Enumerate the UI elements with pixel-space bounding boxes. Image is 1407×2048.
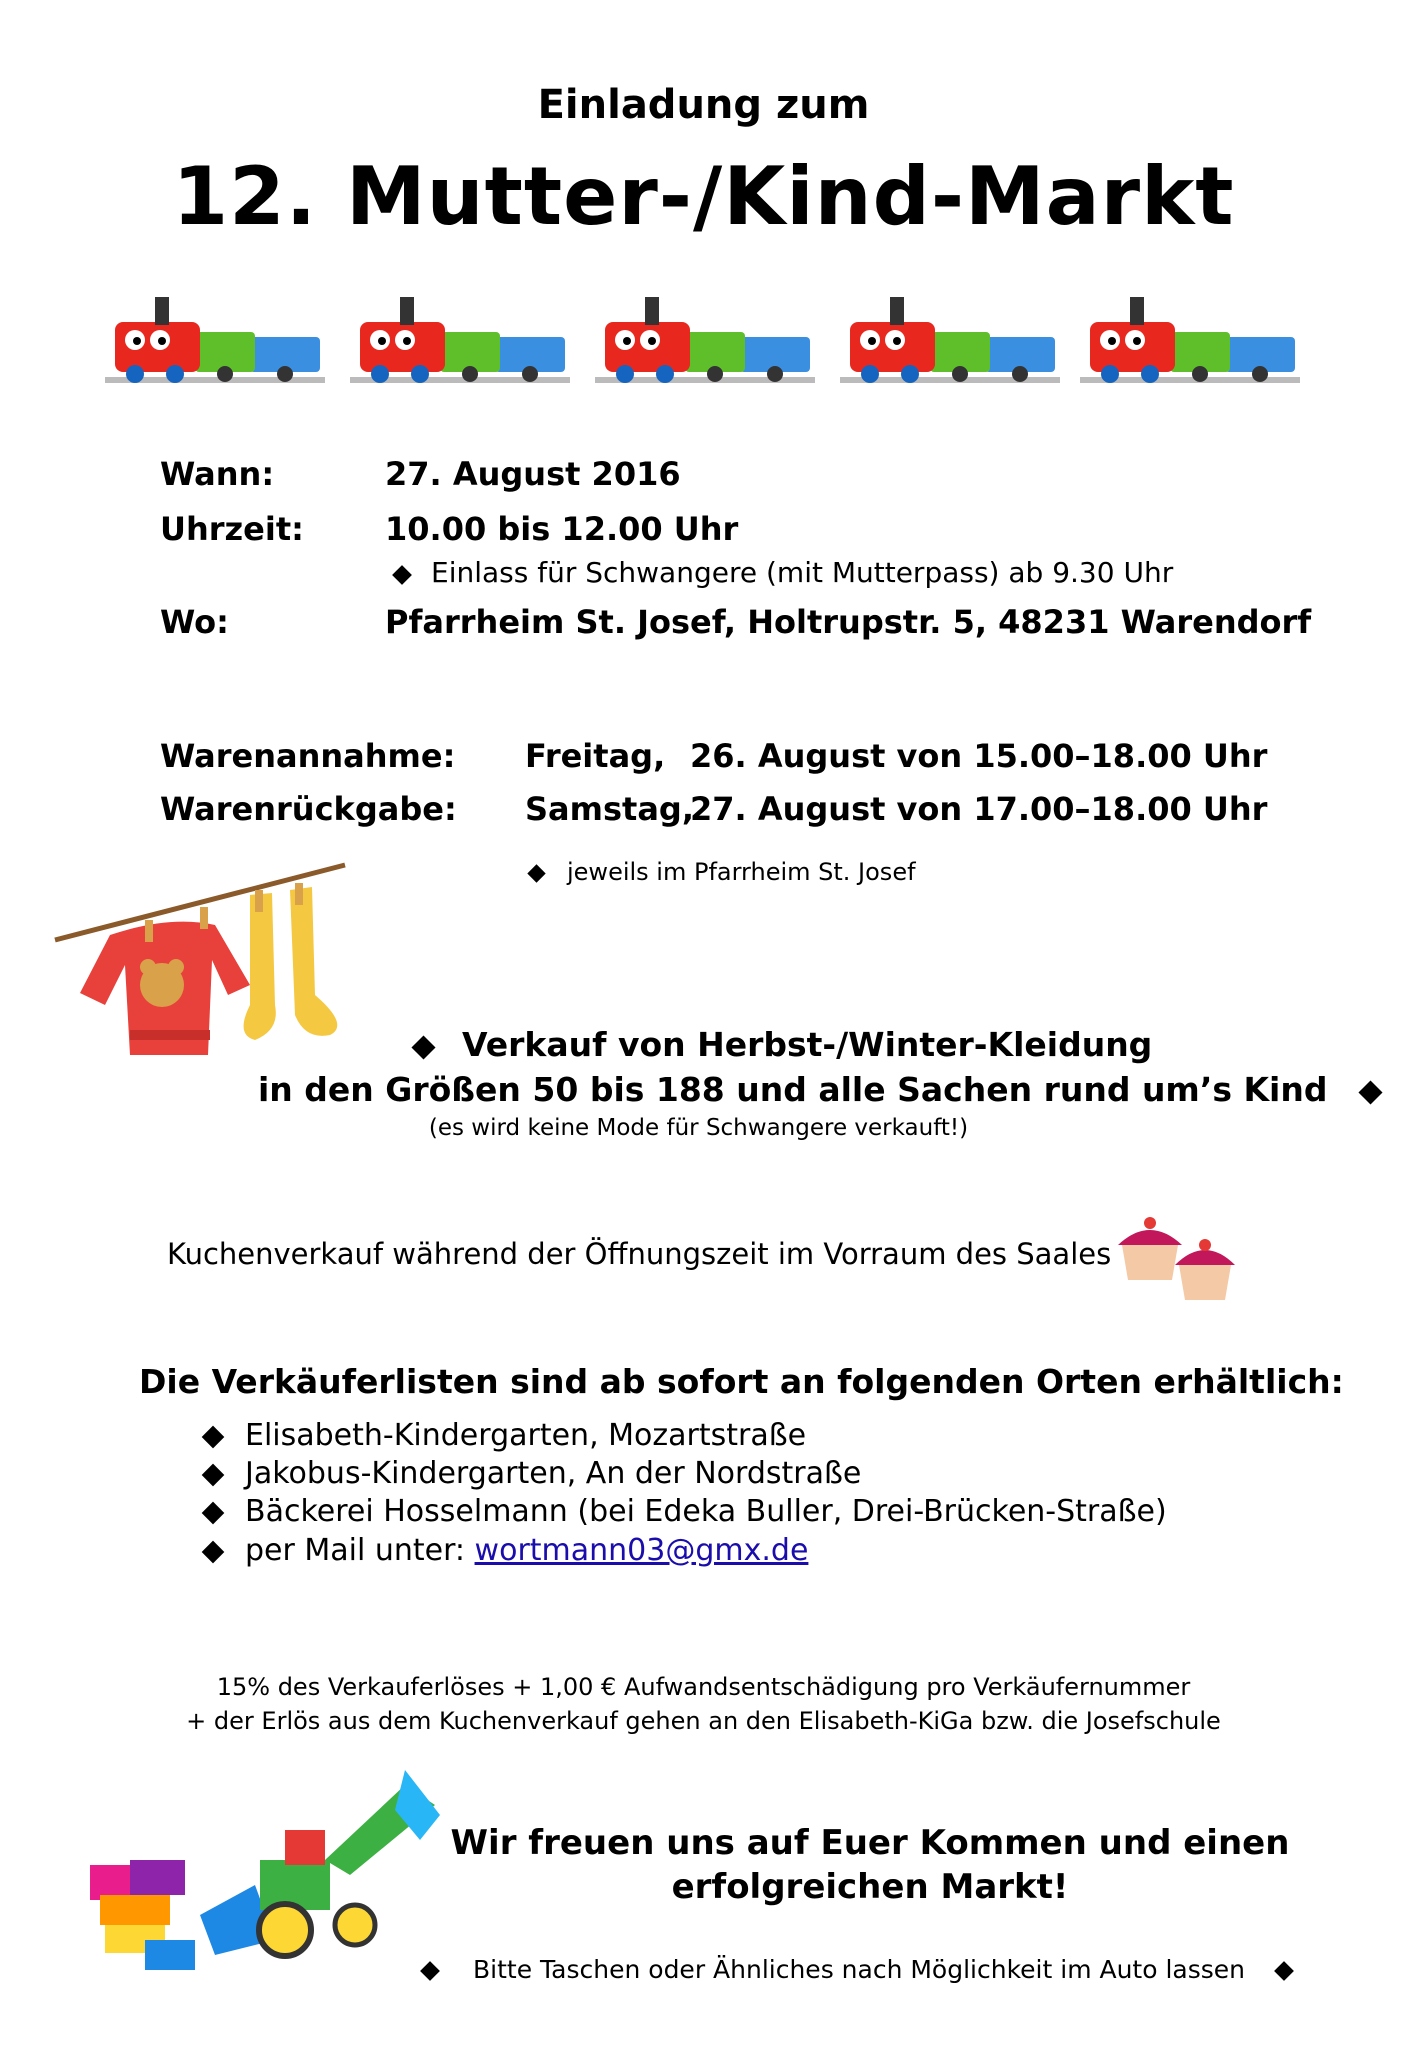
subtitle: Einladung zum (537, 82, 870, 128)
return-day: Samstag, (525, 790, 694, 828)
toys-illustration (85, 1765, 465, 1980)
diamond-bullet-icon (527, 864, 545, 882)
intake-value: 26. August von 15.00–18.00 Uhr (690, 737, 1268, 775)
goods-note: jeweils im Pfarrheim St. Josef (530, 858, 916, 886)
list-item: per Mail unter: wortmann03@gmx.de (245, 1533, 808, 1568)
closing-line-1: Wir freuen uns auf Euer Kommen und einen (450, 1823, 1290, 1863)
diamond-bullet-icon (202, 1464, 225, 1487)
time-value: 10.00 bis 12.00 Uhr (385, 510, 739, 548)
closing-line-2: erfolgreichen Markt! (671, 1867, 1069, 1907)
where-label: Wo: (160, 603, 229, 641)
diamond-bullet-icon (202, 1502, 225, 1525)
closing-note: Bitte Taschen oder Ähnliches nach Möglichkeit im Auto lassen (423, 1955, 1291, 1984)
proceeds-line-2: + der Erlös aus dem Kuchenverkauf gehen an den Elisabeth-KiGa bzw. die Josefschule (186, 1707, 1221, 1735)
sale-line-1: Verkauf von Herbst-/Winter-Kleidung (415, 1025, 1152, 1064)
diamond-bullet-icon (1274, 1961, 1294, 1981)
cupcake-icon (1110, 1210, 1250, 1310)
when-label: Wann: (160, 455, 275, 493)
lists-heading: Die Verkäuferlisten sind ab sofort an folgenden Orten erhältlich: (139, 1362, 1344, 1401)
diamond-bullet-icon (411, 1035, 435, 1059)
diamond-bullet-icon (392, 565, 412, 585)
mail-link[interactable]: wortmann03@gmx.de (474, 1533, 809, 1568)
clothesline-illustration (50, 855, 385, 1070)
page-title: 12. Mutter-/Kind-Markt (172, 150, 1235, 243)
return-value: 27. August von 17.00–18.00 Uhr (690, 790, 1268, 828)
diamond-bullet-icon (1358, 1080, 1382, 1104)
train-icon (835, 282, 1065, 402)
where-value: Pfarrheim St. Josef, Holtrupstr. 5, 48231 Warendorf (385, 603, 1312, 641)
intake-day: Freitag, (525, 737, 666, 775)
when-value: 27. August 2016 (385, 455, 681, 493)
cake-sale-text: Kuchenverkauf während der Öffnungszeit im Vorraum des Saales (167, 1237, 1112, 1271)
list-item: Elisabeth-Kindergarten, Mozartstraße (245, 1418, 806, 1453)
diamond-bullet-icon (202, 1541, 225, 1564)
diamond-bullet-icon (202, 1426, 225, 1449)
list-item: Bäckerei Hosselmann (bei Edeka Buller, Drei-Brücken-Straße) (245, 1494, 1167, 1529)
list-item: Jakobus-Kindergarten, An der Nordstraße (245, 1456, 861, 1491)
diamond-bullet-icon (420, 1961, 440, 1981)
return-label: Warenrückgabe: (160, 790, 457, 828)
proceeds-line-1: 15% des Verkauferlöses + 1,00 € Aufwandsentschädigung pro Verkäufernummer (216, 1673, 1191, 1701)
train-icon (1075, 282, 1305, 402)
train-icon (100, 282, 330, 402)
time-label: Uhrzeit: (160, 510, 304, 548)
intake-label: Warenannahme: (160, 737, 456, 775)
train-icon (590, 282, 820, 402)
train-icon (345, 282, 575, 402)
sale-line-2: in den Größen 50 bis 188 und alle Sachen rund um’s Kind (258, 1070, 1379, 1109)
sale-line-3: (es wird keine Mode für Schwangere verkauft!) (428, 1115, 969, 1141)
train-row (100, 282, 1310, 402)
time-note: Einlass für Schwangere (mit Mutterpass) ab 9.30 Uhr (395, 556, 1173, 589)
